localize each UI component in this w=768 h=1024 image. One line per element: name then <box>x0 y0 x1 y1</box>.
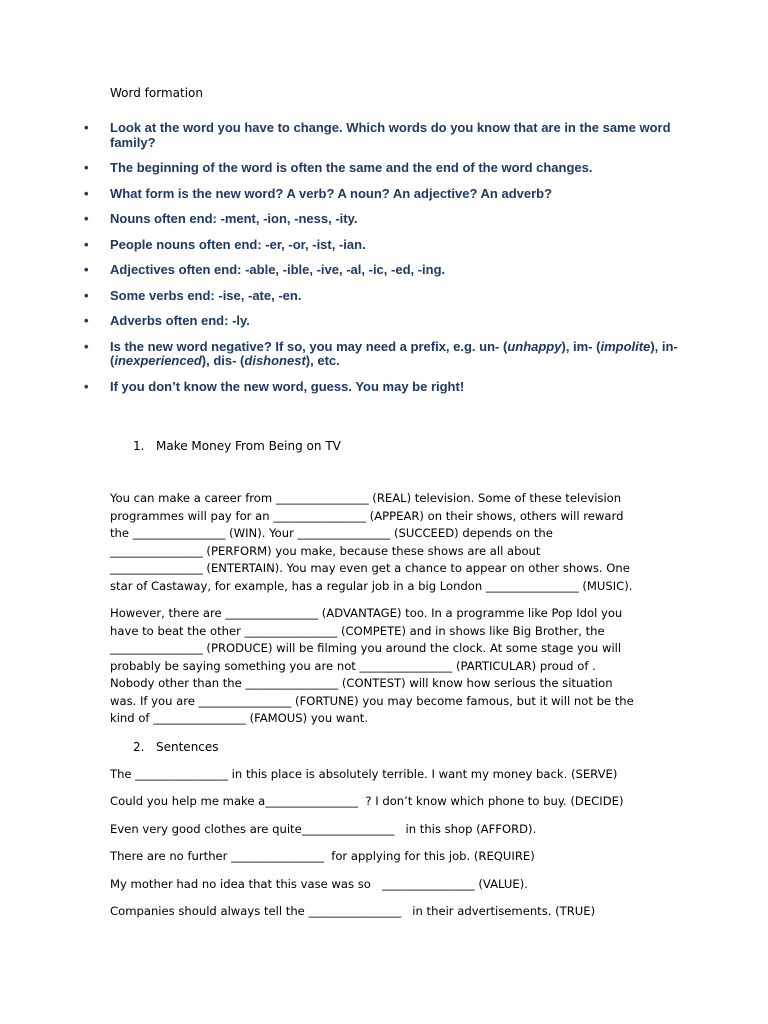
sentence-5: My mother had no idea that this vase was so ________________ (VALUE). <box>110 877 528 891</box>
tip-item <box>84 238 684 253</box>
tip-example: unhappy <box>507 338 562 354</box>
tip-text: ), im- ( <box>561 338 601 354</box>
tip-text: Is the new word negative? If so, you may need a prefix, e.g. un- ( <box>110 338 508 354</box>
sentence-3: Even very good clothes are quite________________ in this shop (AFFORD). <box>110 822 537 836</box>
tip-example: impolite <box>600 338 651 354</box>
bullet-icon: • <box>84 236 89 252</box>
page-title: Word formation <box>110 86 203 100</box>
section-1-paragraph-1: You can make a career from ________________ (REAL) television. Some of these television programmes will pay for an ________________ (APPEAR) on their shows, others will reward the ________________ (WIN). Your ________________ (SUCCEED) depends on the ________________ (PERFORM) you make, because these shows are all about ________________ (ENTERTAIN). You may even get a chance to appear on other shows. One star of Castaway, for example, has a regular job in a big London ________________ (MUSIC). <box>110 491 633 593</box>
bullet-icon: • <box>84 211 89 226</box>
tip-text: Adjectives often end: -able, -ible, -ive, -al, -ic, -ed, -ing. <box>110 262 446 277</box>
tip-text: Look at the word you have to change. Which words do you know that are in the same word family? <box>110 120 671 150</box>
section-1-number: 1. <box>133 439 145 453</box>
tip-text: ), dis- ( <box>201 353 245 368</box>
tip-item <box>84 263 684 278</box>
bullet-icon: • <box>84 378 89 394</box>
section-2-number: 2. <box>133 740 145 754</box>
section-1-title: Make Money From Being on TV <box>156 439 341 453</box>
tip-text: Nouns often end: -ment, -ion, -ness, -ity. <box>110 211 358 226</box>
tip-text: ), in- ( <box>110 338 678 368</box>
tip-item <box>84 161 684 176</box>
tip-item <box>84 187 684 202</box>
section-2-heading <box>133 740 219 754</box>
bullet-icon: • <box>84 287 89 303</box>
sentence-2: Could you help me make a________________ ? I don’t know which phone to buy. (DECIDE) <box>110 794 624 808</box>
bullet-icon: • <box>84 120 89 135</box>
tip-text: Some verbs end: -ise, -ate, -en. <box>110 287 302 303</box>
tip-example: inexperienced <box>114 353 202 368</box>
tip-text: Adverbs often end: -ly. <box>110 313 250 328</box>
bullet-icon: • <box>84 262 89 277</box>
bullet-icon: • <box>84 185 89 201</box>
sentence-1: The ________________ in this place is absolutely terrible. I want my money back. (SERVE) <box>110 767 618 781</box>
tip-text: People nouns often end: -er, -or, -ist, -ian. <box>110 236 366 252</box>
sentence-4: There are no further ________________ for applying for this job. (REQUIRE) <box>110 849 535 863</box>
section-1-paragraph-2: However, there are ________________ (ADVANTAGE) too. In a programme like Pop Idol you have to beat the other ________________ (COMPETE) and in shows like Big Brother, the ________________ (PRODUCE) will be filming you around the clock. At some stage you will probably be saying something you are not ________________ (PARTICULAR) proud of . Nobody other than the ________________ (CONTEST) will know how serious the situation was. If you are ________________ (FORTUNE) you may become famous, but it will not be the kind of ________________ (FAMOUS) you want. <box>110 606 634 725</box>
tip-item <box>84 121 684 150</box>
tip-text: ), etc. <box>305 353 340 368</box>
tip-item <box>84 212 684 227</box>
tip-item <box>84 340 684 369</box>
tip-item <box>84 380 684 395</box>
bullet-icon: • <box>84 338 89 354</box>
tip-example: dishonest <box>244 353 306 368</box>
tip-text: If you don’t know the new word, guess. You may be right! <box>110 378 465 394</box>
tip-text: What form is the new word? A verb? A noun? An adjective? An adverb? <box>110 185 553 201</box>
tip-item <box>84 314 684 329</box>
section-1-heading <box>133 439 341 453</box>
tip-item <box>84 289 684 304</box>
bullet-icon: • <box>84 160 89 175</box>
section-2-title: Sentences <box>156 740 219 754</box>
tips-list <box>84 121 684 405</box>
bullet-icon: • <box>84 313 89 328</box>
tip-text: The beginning of the word is often the same and the end of the word changes. <box>110 160 593 175</box>
sentence-6: Companies should always tell the ________________ in their advertisements. (TRUE) <box>110 904 596 918</box>
